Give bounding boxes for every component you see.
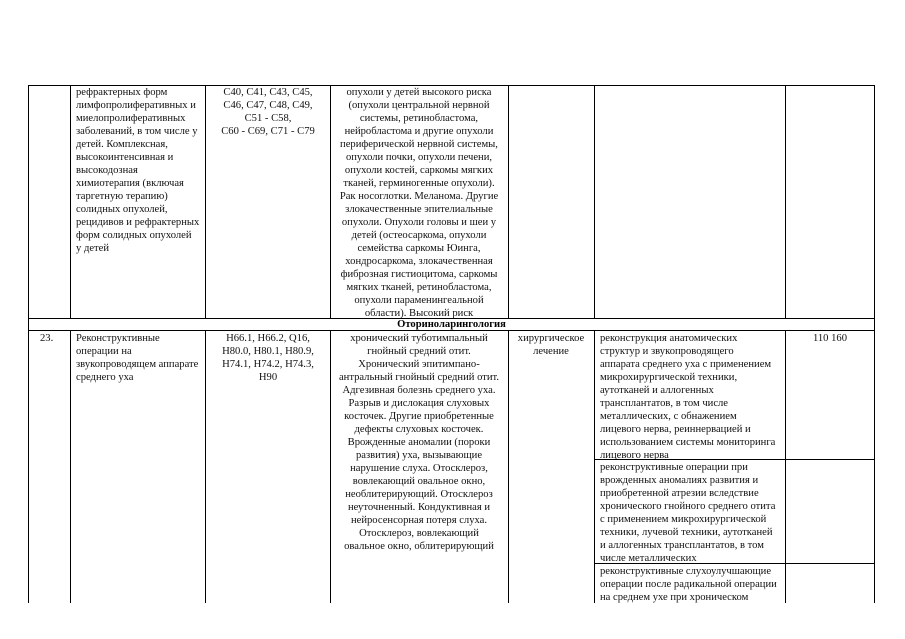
treatment-method-2: реконструктивные операции при врожденных аномалиях развития и приобретенной атрезии вследствие хронического гнойного среднего отита с применением микрохирургической техники, лучевой техники, аутотканей и аллогенных трансплантатов, в том числе металлических (600, 462, 776, 563)
icd-codes: H66.1, H66.2, Q16, H80.0, H80.1, H80.9, H74.1, H74.2, H74.3, H90 (222, 333, 314, 383)
diagnosis-model: хронический туботимпальный гнойный средний отит. Хронический эпитимпано- антральный гнойный средний отит. Адгезивная болезнь среднего уха. Разрыв и дислокация слуховых косточек. Другие приобретенные дефекты слуховых косточек. Врожденные аномалии (пороки развития) уха, вызывающие нарушение слуха. Отосклероз, вовлекающий овальное окно, необлитерирующий. Отосклероз неуточненный. Кондуктивная и нейросенсорная потеря слуха. Отосклероз, вовлекающий овальное окно, облитерирующий (338, 333, 500, 552)
upper-method-name-cell: рефрактерных форм лимфопролиферативных и миелопролиферативных заболеваний, в том числе у детей. Комплексная, высокоинтенсивная и высокодозная химиотерапия (включая таргетную терапию) солидных опухолей, рецидивов и рефрактерных форм солидных опухолей у детей (76, 87, 200, 254)
vline-1b (70, 330, 71, 603)
vline-5 (594, 85, 595, 318)
upper-icd-codes-cell: C40, C41, C43, C45, C46, C47, C48, C49, C51 - C58, C60 - C69, C71 - C79 (221, 87, 315, 137)
method-divider-1 (594, 459, 875, 460)
vline-4b (508, 330, 509, 603)
section-heading: Оториноларингология (397, 319, 506, 330)
vline-2 (205, 85, 206, 318)
upper-diagnosis-cell: опухоли у детей высокого риска (опухоли центральной нервной системы, ретинобластома, нейробластома и другие опухоли периферической нервной системы, опухоли почки, опухоли печени, опухоли костей, саркомы мягких тканей, герминогенные опухоли). Рак носоглотки. Меланома. Другие злокачественные эпителиальные опухоли. Опухоли головы и шеи у детей (остеосаркома, опухоли семейства саркомы Юинга, хондросаркома, злокачественная фиброзная гистиоцитома, саркомы мягких тканей, ретинобластома, опухоли параменингеальной области). Высокий риск (339, 87, 499, 318)
vline-1 (70, 85, 71, 318)
treatment-method-3: реконструктивные слухоулучшающие операции после радикальной операции на среднем ухе при хроническом (600, 566, 777, 603)
vline-5b (594, 330, 595, 603)
treatment-method-1: реконструкция анатомических структур и звукопроводящего аппарата среднего уха с применением микрохирургической техники, аутотканей и аллогенных трансплантатов, в том числе металлических, с обнажением лицевого нерва, реиннервацией и использованием системы мониторинга лицевого нерва (600, 333, 776, 459)
cost-value: 110 160 (812, 333, 848, 344)
method-group-name: Реконструктивные операции на звукопроводящем аппарате среднего уха (76, 333, 199, 383)
vline-6 (785, 85, 786, 318)
vline-0 (28, 85, 29, 603)
treatment-type: хирургическое лечение (517, 333, 585, 357)
vline-7 (874, 85, 875, 603)
method-divider-2 (594, 563, 875, 564)
vline-6b (785, 330, 786, 603)
row-number: 23. (40, 333, 54, 344)
vline-2b (205, 330, 206, 603)
vline-4 (508, 85, 509, 318)
